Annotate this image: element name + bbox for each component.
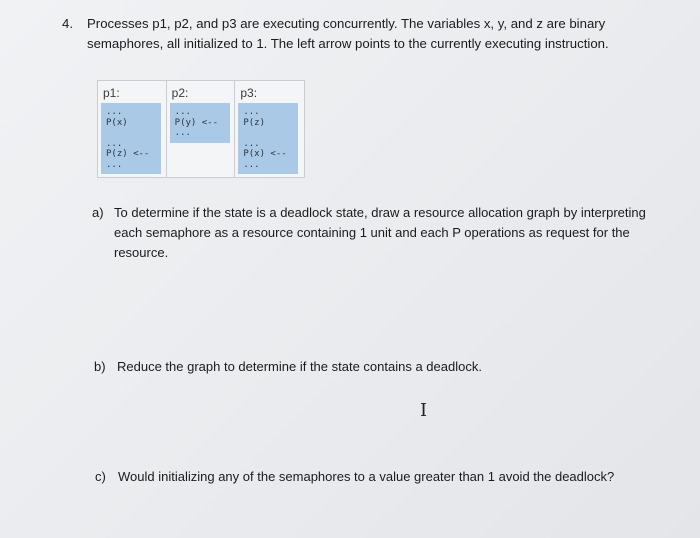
question-number: 4. [62,16,73,31]
code-line: ... [243,138,260,149]
code-block [238,103,298,174]
question-text: Processes p1, p2, and p3 are executing concurrently. The variables x, y, and z are binary semaphores, all initialized to 1. The left arrow points to the currently executing instruction. [87,16,609,51]
part-text: To determine if the state is a deadlock state, draw a resource allocation graph by interpreting each semaphore as a resource containing 1 unit and each P operations as request for the resource. [114,205,646,260]
text-cursor-icon: I [420,400,428,421]
part-label: a) [92,205,104,220]
code-line: ... [106,107,123,117]
code-line [106,128,161,139]
process-name: p1: [103,86,120,100]
process-column-p1 [98,81,167,177]
process-column-p2 [167,81,236,177]
part-text: Would initializing any of the semaphores to a value greater than 1 avoid the deadlock? [118,469,615,484]
code-block [101,103,161,174]
process-column-p3 [235,81,304,177]
code-line: ... [243,159,260,170]
part-text: Reduce the graph to determine if the state contains a deadlock. [117,359,482,374]
code-line: P(x) <-- [243,149,287,159]
code-line: P(z) [243,117,266,128]
process-name: p3: [240,86,258,100]
code-line: P(y) <-- [174,117,219,128]
part-label: c) [95,469,106,484]
code-line: ... [174,107,191,117]
code-line: P(x) [106,117,128,128]
code-line: ... [106,138,123,149]
code-line: ... [174,128,191,138]
process-table [97,80,305,178]
code-line: ... [106,159,123,170]
process-name: p2: [171,86,189,100]
part-label: b) [94,359,106,374]
code-line: P(z) <-- [106,149,150,159]
code-line [243,128,298,139]
code-line: ... [243,107,260,117]
code-block [170,103,230,143]
